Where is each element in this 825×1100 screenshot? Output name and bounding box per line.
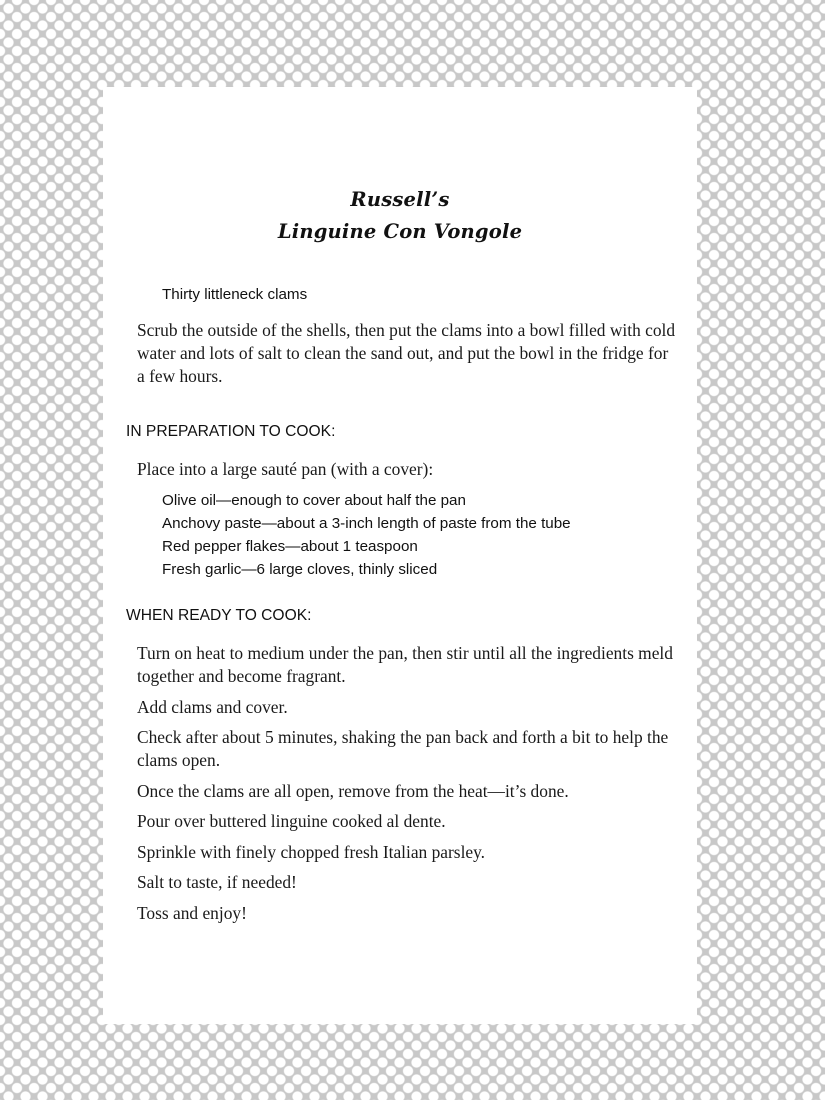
main-ingredient: Thirty littleneck clams	[162, 286, 308, 303]
list-item: Fresh garlic—6 large cloves, thinly sliced	[162, 561, 438, 578]
list-item: Sprinkle with finely chopped fresh Italian parsley.	[137, 841, 486, 862]
list-item: Turn on heat to medium under the pan, then stir until all the ingredients meld together and become fragrant.	[137, 643, 673, 686]
heading-cook: WHEN READY TO COOK:	[126, 607, 312, 624]
title-line-2: Linguine Con Vongole	[277, 220, 523, 243]
list-item: Red pepper flakes—about 1 teaspoon	[162, 538, 418, 555]
list-item: Salt to taste, if needed!	[137, 872, 297, 892]
list-item: Anchovy paste—about a 3-inch length of paste from the tube	[162, 515, 571, 532]
prep-instructions: Scrub the outside of the shells, then put the clams into a bowl filled with cold water and lots of salt to clean the sand out, and put the bowl in the fridge for a few hours.	[137, 320, 676, 386]
list-item: Pour over buttered linguine cooked al dente.	[137, 811, 446, 831]
recipe-content	[103, 87, 697, 1024]
list-item: Add clams and cover.	[137, 696, 288, 717]
preparation-ingredient-list	[162, 489, 571, 581]
preparation-intro: Place into a large sauté pan (with a cover):	[137, 459, 434, 479]
recipe-card	[103, 87, 697, 1024]
cooking-steps-list	[137, 642, 677, 932]
heading-preparation: IN PREPARATION TO COOK:	[126, 423, 336, 440]
recipe-title	[103, 184, 697, 248]
list-item: Olive oil—enough to cover about half the pan	[162, 492, 466, 509]
list-item: Check after about 5 minutes, shaking the pan back and forth a bit to help the clams open.	[137, 727, 669, 770]
list-item: Once the clams are all open, remove from the heat—it’s done.	[137, 780, 569, 801]
list-item: Toss and enjoy!	[137, 902, 247, 923]
title-line-1: Russell’s	[350, 188, 450, 211]
